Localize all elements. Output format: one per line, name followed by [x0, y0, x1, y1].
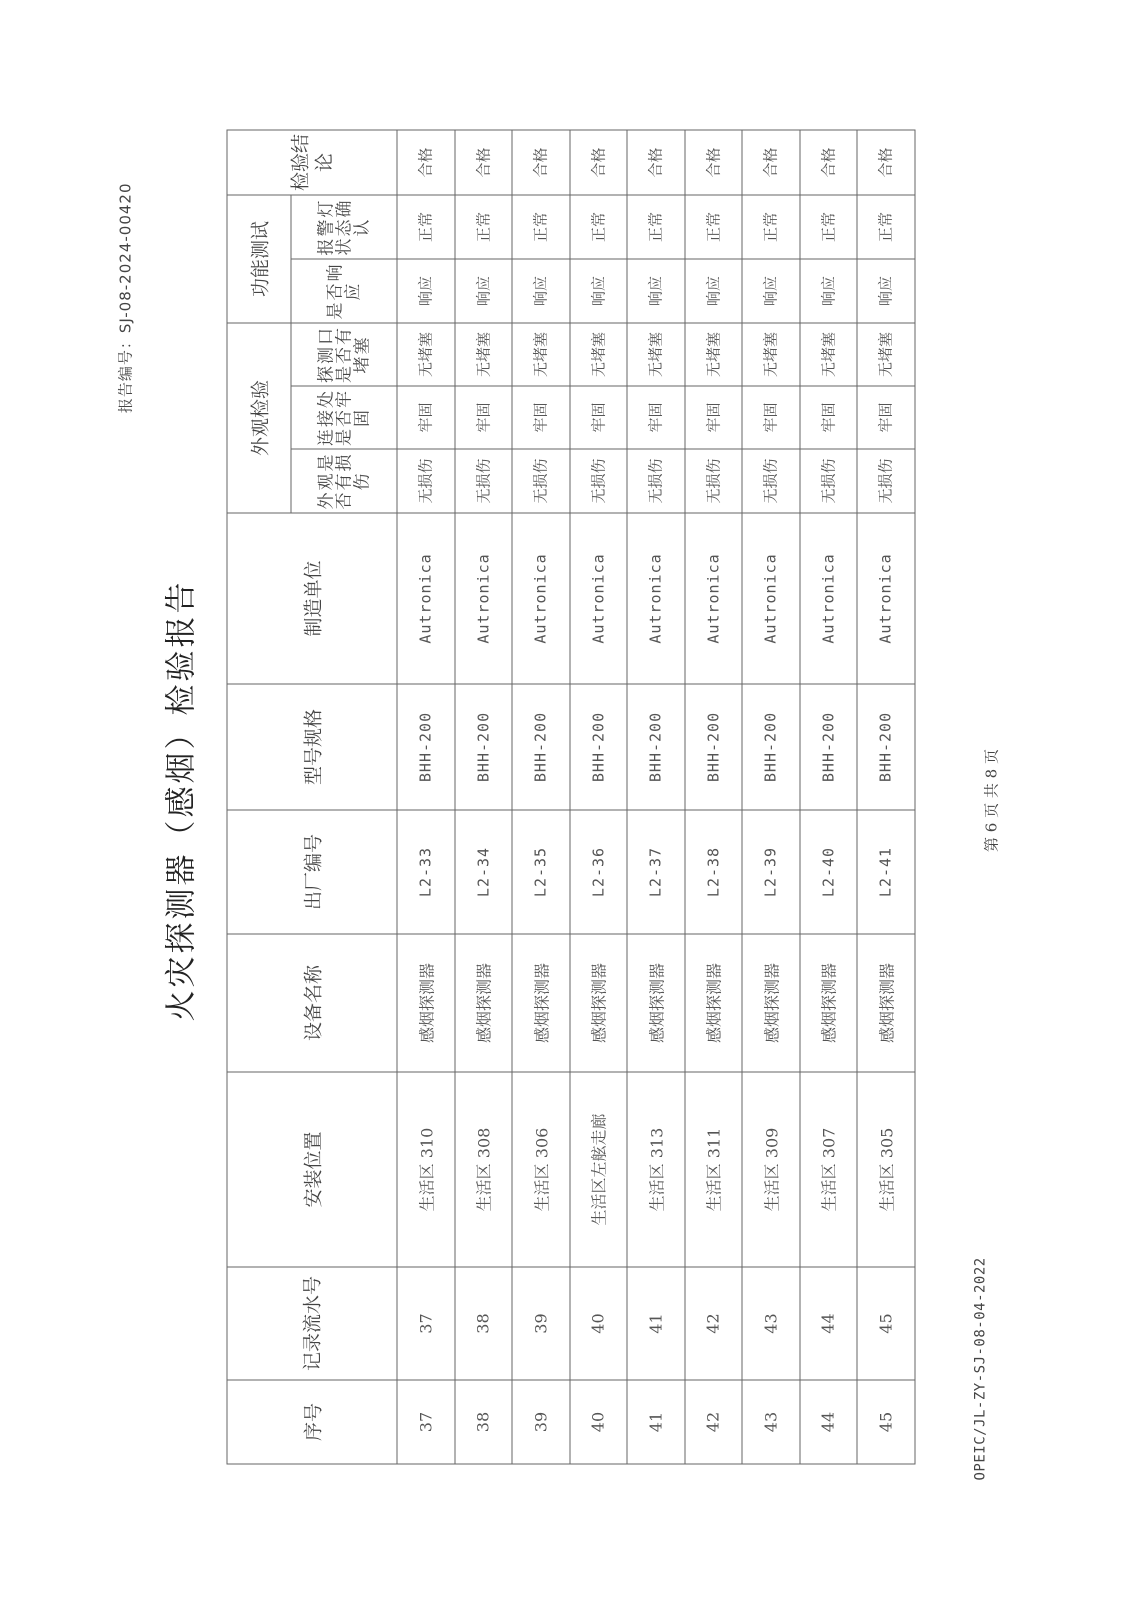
cell-device-name: 感烟探测器	[397, 934, 455, 1072]
cell-alarm-light: 正常	[397, 194, 455, 258]
cell-response: 响应	[569, 258, 627, 322]
cell-response: 响应	[799, 258, 857, 322]
cell-record-no: 39	[512, 1267, 570, 1380]
cell-location: 生活区 313	[627, 1072, 685, 1267]
cell-model: BHH-200	[397, 684, 455, 810]
cell-manufacturer: Autronica	[512, 513, 570, 684]
cell-device-name: 感烟探测器	[569, 934, 627, 1072]
header-location: 安装位置	[227, 1072, 397, 1267]
cell-alarm-light: 正常	[742, 194, 800, 258]
cell-serial: L2-41	[857, 810, 915, 934]
cell-conclusion: 合格	[397, 129, 455, 194]
cell-conclusion: 合格	[627, 129, 685, 194]
cell-connection: 牢固	[512, 386, 570, 449]
cell-response: 响应	[512, 258, 570, 322]
cell-response: 响应	[684, 258, 742, 322]
header-serial: 出厂编号	[227, 810, 397, 934]
cell-conclusion: 合格	[742, 129, 800, 194]
cell-alarm-light: 正常	[569, 194, 627, 258]
cell-record-no: 38	[454, 1267, 512, 1380]
cell-device-name: 感烟探测器	[627, 934, 685, 1072]
cell-damage: 无损伤	[512, 449, 570, 513]
cell-seq: 41	[627, 1380, 685, 1464]
cell-model: BHH-200	[799, 684, 857, 810]
cell-connection: 牢固	[627, 386, 685, 449]
cell-location: 生活区 310	[397, 1072, 455, 1267]
cell-seq: 39	[512, 1380, 570, 1464]
cell-record-no: 41	[627, 1267, 685, 1380]
cell-conclusion: 合格	[512, 129, 570, 194]
cell-damage: 无损伤	[397, 449, 455, 513]
cell-device-name: 感烟探测器	[857, 934, 915, 1072]
cell-blockage: 无堵塞	[569, 322, 627, 385]
cell-record-no: 37	[397, 1267, 455, 1380]
cell-record-no: 44	[799, 1267, 857, 1380]
cell-device-name: 感烟探测器	[742, 934, 800, 1072]
header-function-group: 功能测试	[227, 194, 291, 322]
cell-blockage: 无堵塞	[454, 322, 512, 385]
table-row	[684, 129, 742, 1463]
cell-record-no: 40	[569, 1267, 627, 1380]
cell-damage: 无损伤	[627, 449, 685, 513]
cell-response: 响应	[397, 258, 455, 322]
cell-connection: 牢固	[799, 386, 857, 449]
cell-device-name: 感烟探测器	[799, 934, 857, 1072]
cell-manufacturer: Autronica	[857, 513, 915, 684]
cell-conclusion: 合格	[569, 129, 627, 194]
header-visual-damage: 外观是否有损伤	[291, 449, 397, 513]
page-number: 第 6 页 共 8 页	[982, 748, 1000, 852]
cell-manufacturer: Autronica	[627, 513, 685, 684]
table-row	[512, 129, 570, 1463]
cell-model: BHH-200	[684, 684, 742, 810]
cell-alarm-light: 正常	[684, 194, 742, 258]
cell-serial: L2-35	[512, 810, 570, 934]
table-row	[627, 129, 685, 1463]
cell-manufacturer: Autronica	[569, 513, 627, 684]
cell-model: BHH-200	[512, 684, 570, 810]
cell-blockage: 无堵塞	[512, 322, 570, 385]
header-model: 型号规格	[227, 684, 397, 810]
cell-serial: L2-36	[569, 810, 627, 934]
cell-serial: L2-38	[684, 810, 742, 934]
cell-damage: 无损伤	[454, 449, 512, 513]
header-visual-blockage: 探测口是否有堵塞	[291, 322, 397, 385]
inspection-table	[226, 129, 915, 1464]
cell-location: 生活区 305	[857, 1072, 915, 1267]
header-conclusion: 检验结论	[227, 129, 397, 194]
cell-model: BHH-200	[857, 684, 915, 810]
cell-seq: 37	[397, 1380, 455, 1464]
cell-damage: 无损伤	[684, 449, 742, 513]
cell-location: 生活区 306	[512, 1072, 570, 1267]
table-row	[569, 129, 627, 1463]
watermark: ​	[831, 1534, 854, 1546]
header-visual-connection: 连接处是否牢固	[291, 386, 397, 449]
table-row	[742, 129, 800, 1463]
page-title: 火灾探测器（感烟）检验报告	[163, 579, 199, 1021]
cell-alarm-light: 正常	[627, 194, 685, 258]
cell-device-name: 感烟探测器	[684, 934, 742, 1072]
cell-manufacturer: Autronica	[454, 513, 512, 684]
cell-damage: 无损伤	[857, 449, 915, 513]
cell-response: 响应	[742, 258, 800, 322]
cell-manufacturer: Autronica	[684, 513, 742, 684]
cell-damage: 无损伤	[569, 449, 627, 513]
cell-damage: 无损伤	[799, 449, 857, 513]
table-row	[799, 129, 857, 1463]
cell-conclusion: 合格	[799, 129, 857, 194]
cell-serial: L2-40	[799, 810, 857, 934]
cell-device-name: 感烟探测器	[454, 934, 512, 1072]
cell-location: 生活区 308	[454, 1072, 512, 1267]
cell-damage: 无损伤	[742, 449, 800, 513]
cell-connection: 牢固	[857, 386, 915, 449]
cell-blockage: 无堵塞	[742, 322, 800, 385]
cell-connection: 牢固	[454, 386, 512, 449]
cell-blockage: 无堵塞	[799, 322, 857, 385]
cell-location: 生活区 311	[684, 1072, 742, 1267]
report-number: 报告编号：SJ-08-2024-00420	[116, 182, 134, 413]
cell-serial: L2-34	[454, 810, 512, 934]
cell-blockage: 无堵塞	[684, 322, 742, 385]
cell-connection: 牢固	[397, 386, 455, 449]
cell-serial: L2-33	[397, 810, 455, 934]
header-func-alarm-light: 报警灯状态确认	[291, 194, 397, 258]
cell-alarm-light: 正常	[857, 194, 915, 258]
cell-alarm-light: 正常	[512, 194, 570, 258]
cell-response: 响应	[857, 258, 915, 322]
cell-conclusion: 合格	[857, 129, 915, 194]
header-manufacturer: 制造单位	[227, 513, 397, 684]
form-code: OPEIC/JL-ZY-SJ-08-04-2022	[972, 1256, 988, 1480]
table-row	[454, 129, 512, 1463]
header-device-name: 设备名称	[227, 934, 397, 1072]
cell-location: 生活区 309	[742, 1072, 800, 1267]
cell-location: 生活区左舷走廊	[569, 1072, 627, 1267]
cell-record-no: 43	[742, 1267, 800, 1380]
cell-manufacturer: Autronica	[742, 513, 800, 684]
header-visual-group: 外观检验	[227, 322, 291, 512]
cell-manufacturer: Autronica	[799, 513, 857, 684]
cell-seq: 38	[454, 1380, 512, 1464]
cell-seq: 45	[857, 1380, 915, 1464]
cell-model: BHH-200	[627, 684, 685, 810]
cell-serial: L2-37	[627, 810, 685, 934]
cell-conclusion: 合格	[684, 129, 742, 194]
header-seq: 序号	[227, 1380, 397, 1464]
cell-record-no: 42	[684, 1267, 742, 1380]
table-row	[397, 129, 455, 1463]
cell-conclusion: 合格	[454, 129, 512, 194]
table-row	[857, 129, 915, 1463]
cell-seq: 40	[569, 1380, 627, 1464]
cell-serial: L2-39	[742, 810, 800, 934]
cell-blockage: 无堵塞	[627, 322, 685, 385]
cell-response: 响应	[627, 258, 685, 322]
header-record-no: 记录流水号	[227, 1267, 397, 1380]
cell-connection: 牢固	[569, 386, 627, 449]
cell-model: BHH-200	[742, 684, 800, 810]
cell-seq: 42	[684, 1380, 742, 1464]
cell-alarm-light: 正常	[454, 194, 512, 258]
cell-connection: 牢固	[684, 386, 742, 449]
cell-model: BHH-200	[569, 684, 627, 810]
cell-model: BHH-200	[454, 684, 512, 810]
cell-connection: 牢固	[742, 386, 800, 449]
cell-blockage: 无堵塞	[397, 322, 455, 385]
header-func-response: 是否响应	[291, 258, 397, 322]
cell-response: 响应	[454, 258, 512, 322]
cell-seq: 43	[742, 1380, 800, 1464]
cell-blockage: 无堵塞	[857, 322, 915, 385]
cell-record-no: 45	[857, 1267, 915, 1380]
cell-alarm-light: 正常	[799, 194, 857, 258]
cell-seq: 44	[799, 1380, 857, 1464]
cell-location: 生活区 307	[799, 1072, 857, 1267]
cell-manufacturer: Autronica	[397, 513, 455, 684]
cell-device-name: 感烟探测器	[512, 934, 570, 1072]
